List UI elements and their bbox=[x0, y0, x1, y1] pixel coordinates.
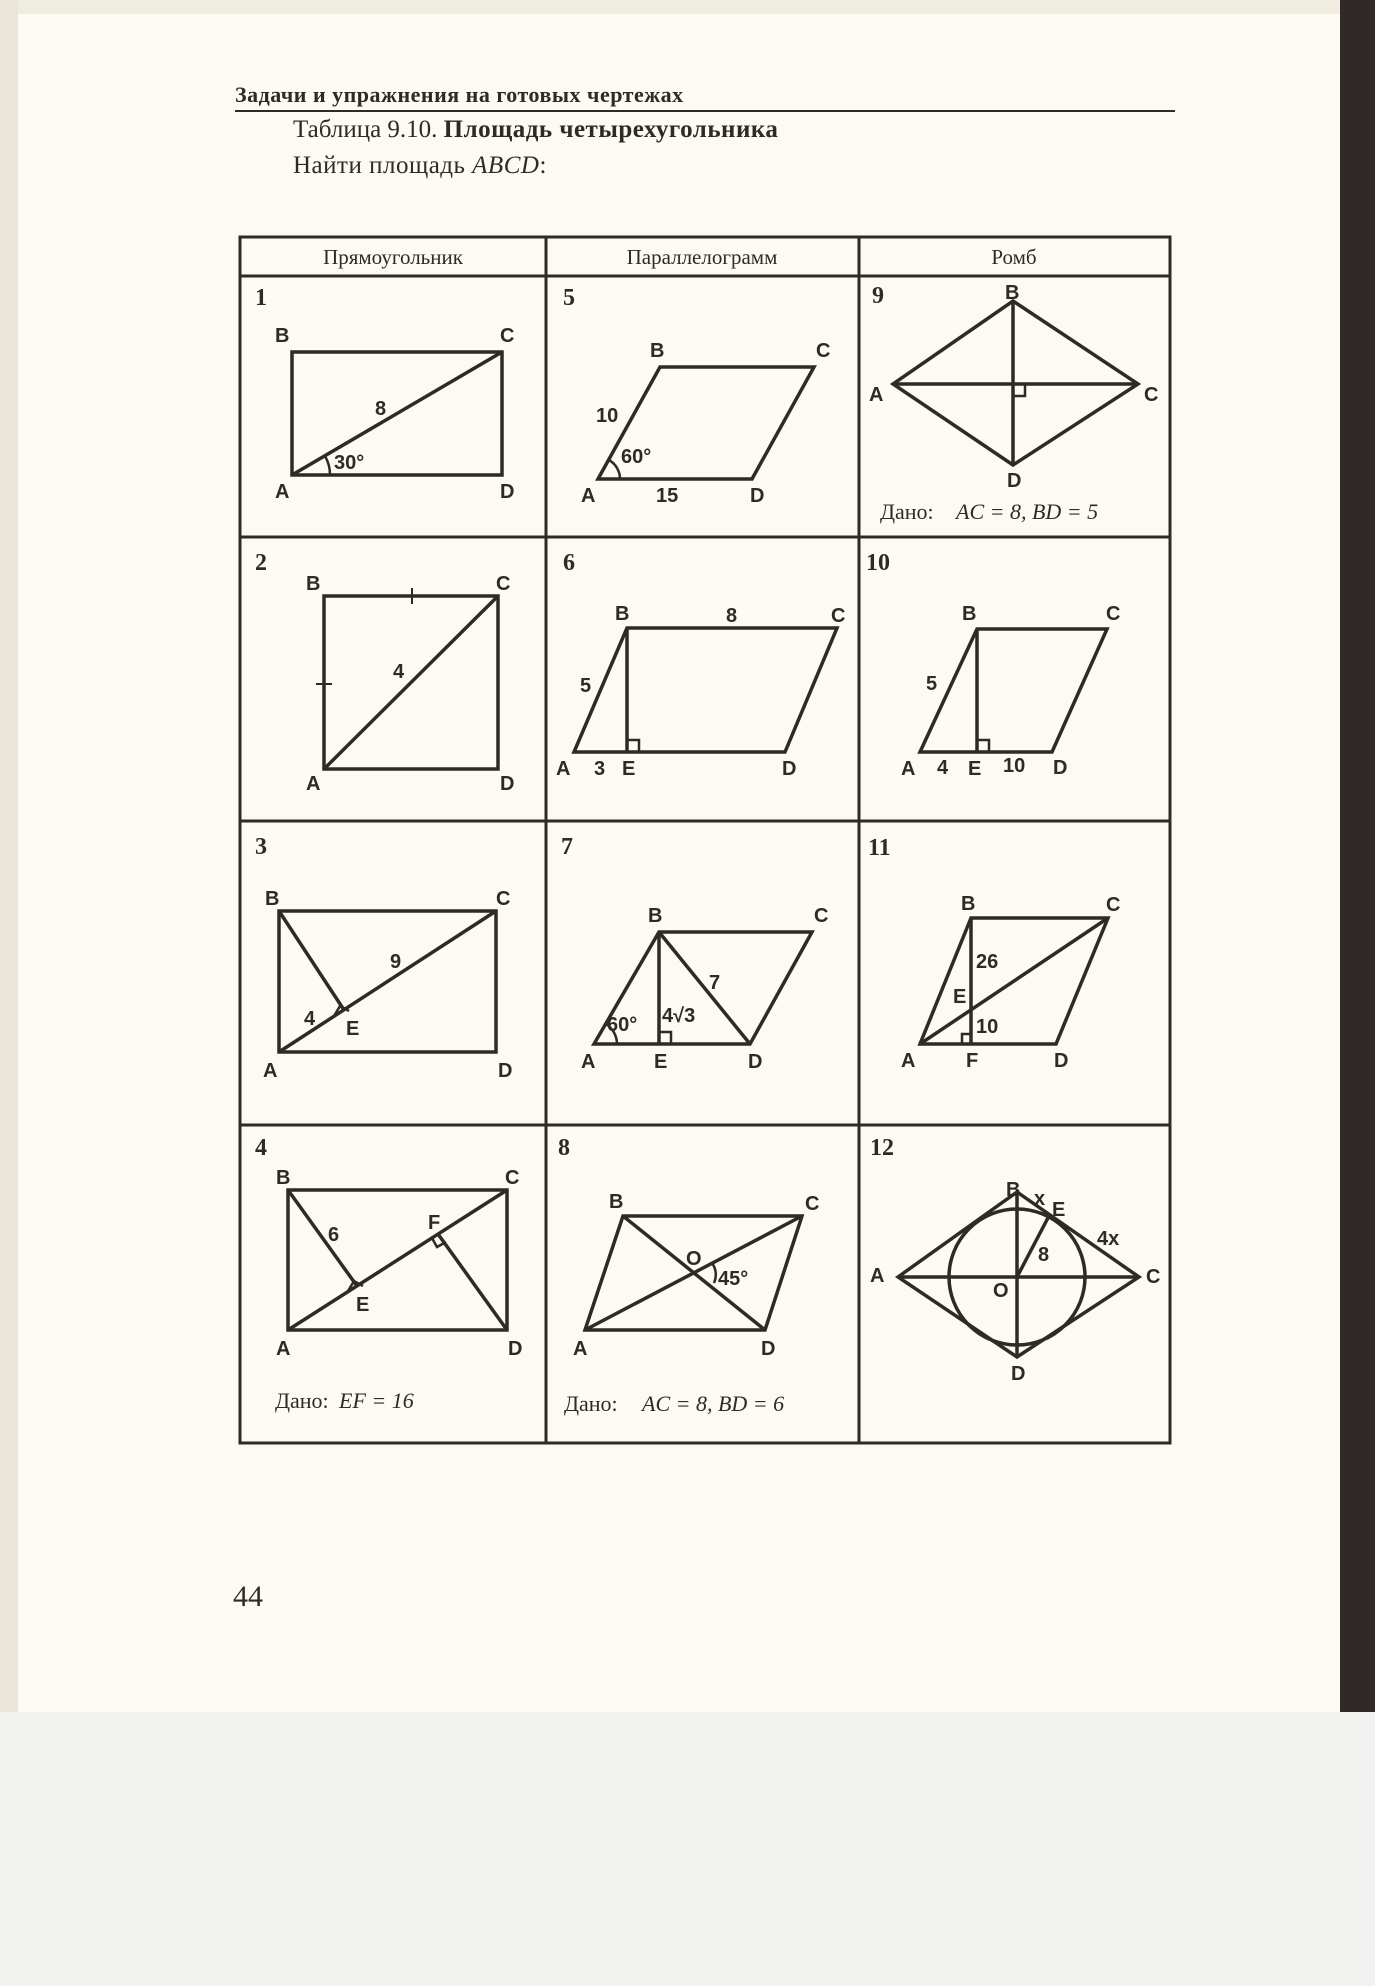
problem-3 bbox=[255, 834, 512, 1082]
problem-5 bbox=[563, 285, 830, 507]
vertex-c-label: C bbox=[505, 1167, 520, 1189]
problem-number: 2 bbox=[255, 550, 267, 576]
perpendicular-be bbox=[279, 911, 344, 1010]
vertex-c-label: C bbox=[496, 573, 511, 595]
radius-label: 8 bbox=[1038, 1244, 1050, 1266]
problem-number: 12 bbox=[870, 1135, 894, 1161]
point-e-label: E bbox=[356, 1294, 370, 1316]
given-values: AC = 8, BD = 6 bbox=[642, 1391, 785, 1416]
right-angle-mark bbox=[627, 740, 639, 752]
problem-number: 8 bbox=[558, 1135, 570, 1161]
problem-number: 5 bbox=[563, 285, 575, 311]
point-e-label: E bbox=[622, 758, 636, 780]
segment-be-label: 26 bbox=[976, 951, 999, 973]
problem-8 bbox=[558, 1135, 819, 1416]
rhombus-shape bbox=[920, 629, 1107, 752]
point-f-label: F bbox=[428, 1212, 441, 1234]
segment-ec-label: 4x bbox=[1097, 1228, 1120, 1250]
point-o-label: O bbox=[686, 1248, 702, 1270]
vertex-a-label: A bbox=[870, 1265, 885, 1287]
task-prefix: Найти площадь bbox=[293, 152, 473, 179]
diagonal-bd bbox=[659, 932, 750, 1044]
vertex-d-label: D bbox=[498, 1060, 513, 1082]
point-e-label: E bbox=[953, 986, 967, 1008]
problem-11 bbox=[868, 835, 1120, 1072]
problem-2 bbox=[255, 550, 514, 795]
point-e-label: E bbox=[654, 1051, 668, 1073]
col-header-parallelogram: Параллелограмм bbox=[626, 245, 778, 269]
right-angle-mark bbox=[977, 740, 989, 752]
problem-7 bbox=[561, 834, 828, 1073]
diagonal-line bbox=[324, 596, 498, 769]
vertex-a-label: A bbox=[869, 384, 884, 406]
diagonal-line bbox=[288, 1190, 507, 1330]
base-ad-label: 15 bbox=[656, 485, 679, 507]
vertex-c-label: C bbox=[496, 888, 511, 910]
diagonal-line bbox=[279, 911, 496, 1052]
parallelogram-shape bbox=[574, 628, 837, 752]
problem-number: 4 bbox=[255, 1135, 267, 1161]
angle-arc bbox=[712, 1263, 716, 1283]
vertex-b-label: B bbox=[1006, 1179, 1021, 1201]
vertex-d-label: D bbox=[748, 1051, 763, 1073]
vertex-b-label: B bbox=[265, 888, 280, 910]
perpendicular-df bbox=[438, 1234, 507, 1330]
problem-1 bbox=[255, 285, 514, 503]
running-title: Задачи и упражнения на готовых чертежах bbox=[235, 82, 684, 107]
vertex-c-label: C bbox=[1146, 1266, 1161, 1288]
angle-label: 30° bbox=[334, 452, 365, 474]
angle-label: 60° bbox=[621, 446, 652, 468]
col-header-rhombus: Ромб bbox=[991, 245, 1037, 269]
vertex-a-label: A bbox=[275, 481, 290, 503]
problem-number: 1 bbox=[255, 285, 267, 311]
vertex-b-label: B bbox=[1005, 282, 1020, 304]
segment-ae-label: 4 bbox=[304, 1008, 316, 1030]
vertex-b-label: B bbox=[961, 893, 976, 915]
problem-number: 6 bbox=[563, 550, 575, 576]
vertex-a-label: A bbox=[263, 1060, 278, 1082]
diagonal-bd-label: 7 bbox=[709, 972, 721, 994]
vertex-b-label: B bbox=[648, 905, 663, 927]
angle-arc bbox=[325, 456, 330, 475]
height-label: 4√3 bbox=[662, 1005, 696, 1027]
point-o-label: O bbox=[993, 1280, 1009, 1302]
point-f-label: F bbox=[966, 1050, 979, 1072]
problem-number: 10 bbox=[866, 550, 890, 576]
problem-number: 7 bbox=[561, 834, 573, 860]
problem-10 bbox=[866, 550, 1120, 780]
vertex-b-label: B bbox=[609, 1191, 624, 1213]
vertex-d-label: D bbox=[1011, 1363, 1026, 1385]
vertex-a-label: A bbox=[556, 758, 571, 780]
segment-be-label: 6 bbox=[328, 1224, 340, 1246]
vertex-b-label: B bbox=[276, 1167, 291, 1189]
right-angle-mark bbox=[1013, 384, 1025, 396]
point-e-label: E bbox=[1052, 1199, 1066, 1221]
given-values: EF = 16 bbox=[339, 1388, 414, 1413]
given-label: Дано: bbox=[880, 499, 934, 524]
vertex-c-label: C bbox=[805, 1193, 820, 1215]
vertex-a-label: A bbox=[901, 1050, 916, 1072]
vertex-b-label: B bbox=[615, 603, 630, 625]
diagonal-line bbox=[292, 352, 502, 475]
vertex-b-label: B bbox=[306, 573, 321, 595]
side-ab-label: 5 bbox=[926, 673, 938, 695]
vertex-c-label: C bbox=[816, 340, 831, 362]
vertex-a-label: A bbox=[581, 1051, 596, 1073]
right-angle-mark bbox=[659, 1032, 671, 1044]
vertex-a-label: A bbox=[901, 758, 916, 780]
task-figure: ABCD bbox=[472, 152, 540, 179]
vertex-c-label: C bbox=[831, 605, 846, 627]
segment-ec-label: 9 bbox=[390, 951, 402, 973]
given-values: AC = 8, BD = 5 bbox=[956, 499, 1099, 524]
page-number: 44 bbox=[233, 1580, 263, 1613]
angle-arc bbox=[609, 460, 620, 479]
vertex-d-label: D bbox=[1054, 1050, 1069, 1072]
problem-9 bbox=[869, 282, 1158, 524]
vertex-c-label: C bbox=[1106, 603, 1121, 625]
vertex-c-label: C bbox=[1144, 384, 1159, 406]
vertex-a-label: A bbox=[306, 773, 321, 795]
col-header-rectangle: Прямоугольник bbox=[323, 245, 463, 269]
vertex-b-label: B bbox=[275, 325, 290, 347]
vertex-c-label: C bbox=[1106, 894, 1121, 916]
angle-label: 45° bbox=[718, 1268, 749, 1290]
vertex-a-label: A bbox=[573, 1338, 588, 1360]
problem-number: 9 bbox=[872, 283, 884, 309]
given-label: Дано: bbox=[564, 1391, 618, 1416]
vertex-a-label: A bbox=[276, 1338, 291, 1360]
vertex-c-label: C bbox=[500, 325, 515, 347]
diagonal-length-label: 4 bbox=[393, 661, 405, 683]
side-ab-label: 5 bbox=[580, 675, 592, 697]
problem-6 bbox=[556, 550, 845, 780]
segment-ed-label: 10 bbox=[1003, 755, 1026, 777]
segment-be-label: x bbox=[1034, 1188, 1046, 1210]
segment-ef-label: 10 bbox=[976, 1016, 999, 1038]
segment-ae-label: 4 bbox=[937, 757, 949, 779]
vertex-b-label: B bbox=[650, 340, 665, 362]
vertex-d-label: D bbox=[500, 481, 515, 503]
table-ref: Таблица 9.10. bbox=[293, 116, 438, 143]
vertex-d-label: D bbox=[761, 1338, 776, 1360]
vertex-d-label: D bbox=[508, 1338, 523, 1360]
vertex-a-label: A bbox=[581, 485, 596, 507]
given-label: Дано: bbox=[275, 1388, 329, 1413]
segment-ae-label: 3 bbox=[594, 758, 606, 780]
vertex-d-label: D bbox=[1053, 757, 1068, 779]
perpendicular-be bbox=[288, 1190, 357, 1286]
problem-12 bbox=[870, 1135, 1160, 1385]
vertex-d-label: D bbox=[500, 773, 515, 795]
problem-number: 3 bbox=[255, 834, 267, 860]
problem-4 bbox=[255, 1135, 522, 1413]
angle-label: 60° bbox=[607, 1014, 638, 1036]
task-suffix: : bbox=[539, 152, 547, 179]
diagonal-ac bbox=[920, 918, 1108, 1044]
vertex-b-label: B bbox=[962, 603, 977, 625]
table-title: Площадь четырехугольника bbox=[443, 116, 779, 143]
diagonal-length-label: 8 bbox=[375, 398, 387, 420]
vertex-d-label: D bbox=[782, 758, 797, 780]
point-e-label: E bbox=[346, 1018, 360, 1040]
vertex-d-label: D bbox=[750, 485, 765, 507]
point-e-label: E bbox=[968, 758, 982, 780]
problem-number: 11 bbox=[868, 835, 891, 861]
side-bc-label: 8 bbox=[726, 605, 738, 627]
vertex-d-label: D bbox=[1007, 470, 1022, 492]
side-ab-label: 10 bbox=[596, 405, 619, 427]
vertex-c-label: C bbox=[814, 905, 829, 927]
